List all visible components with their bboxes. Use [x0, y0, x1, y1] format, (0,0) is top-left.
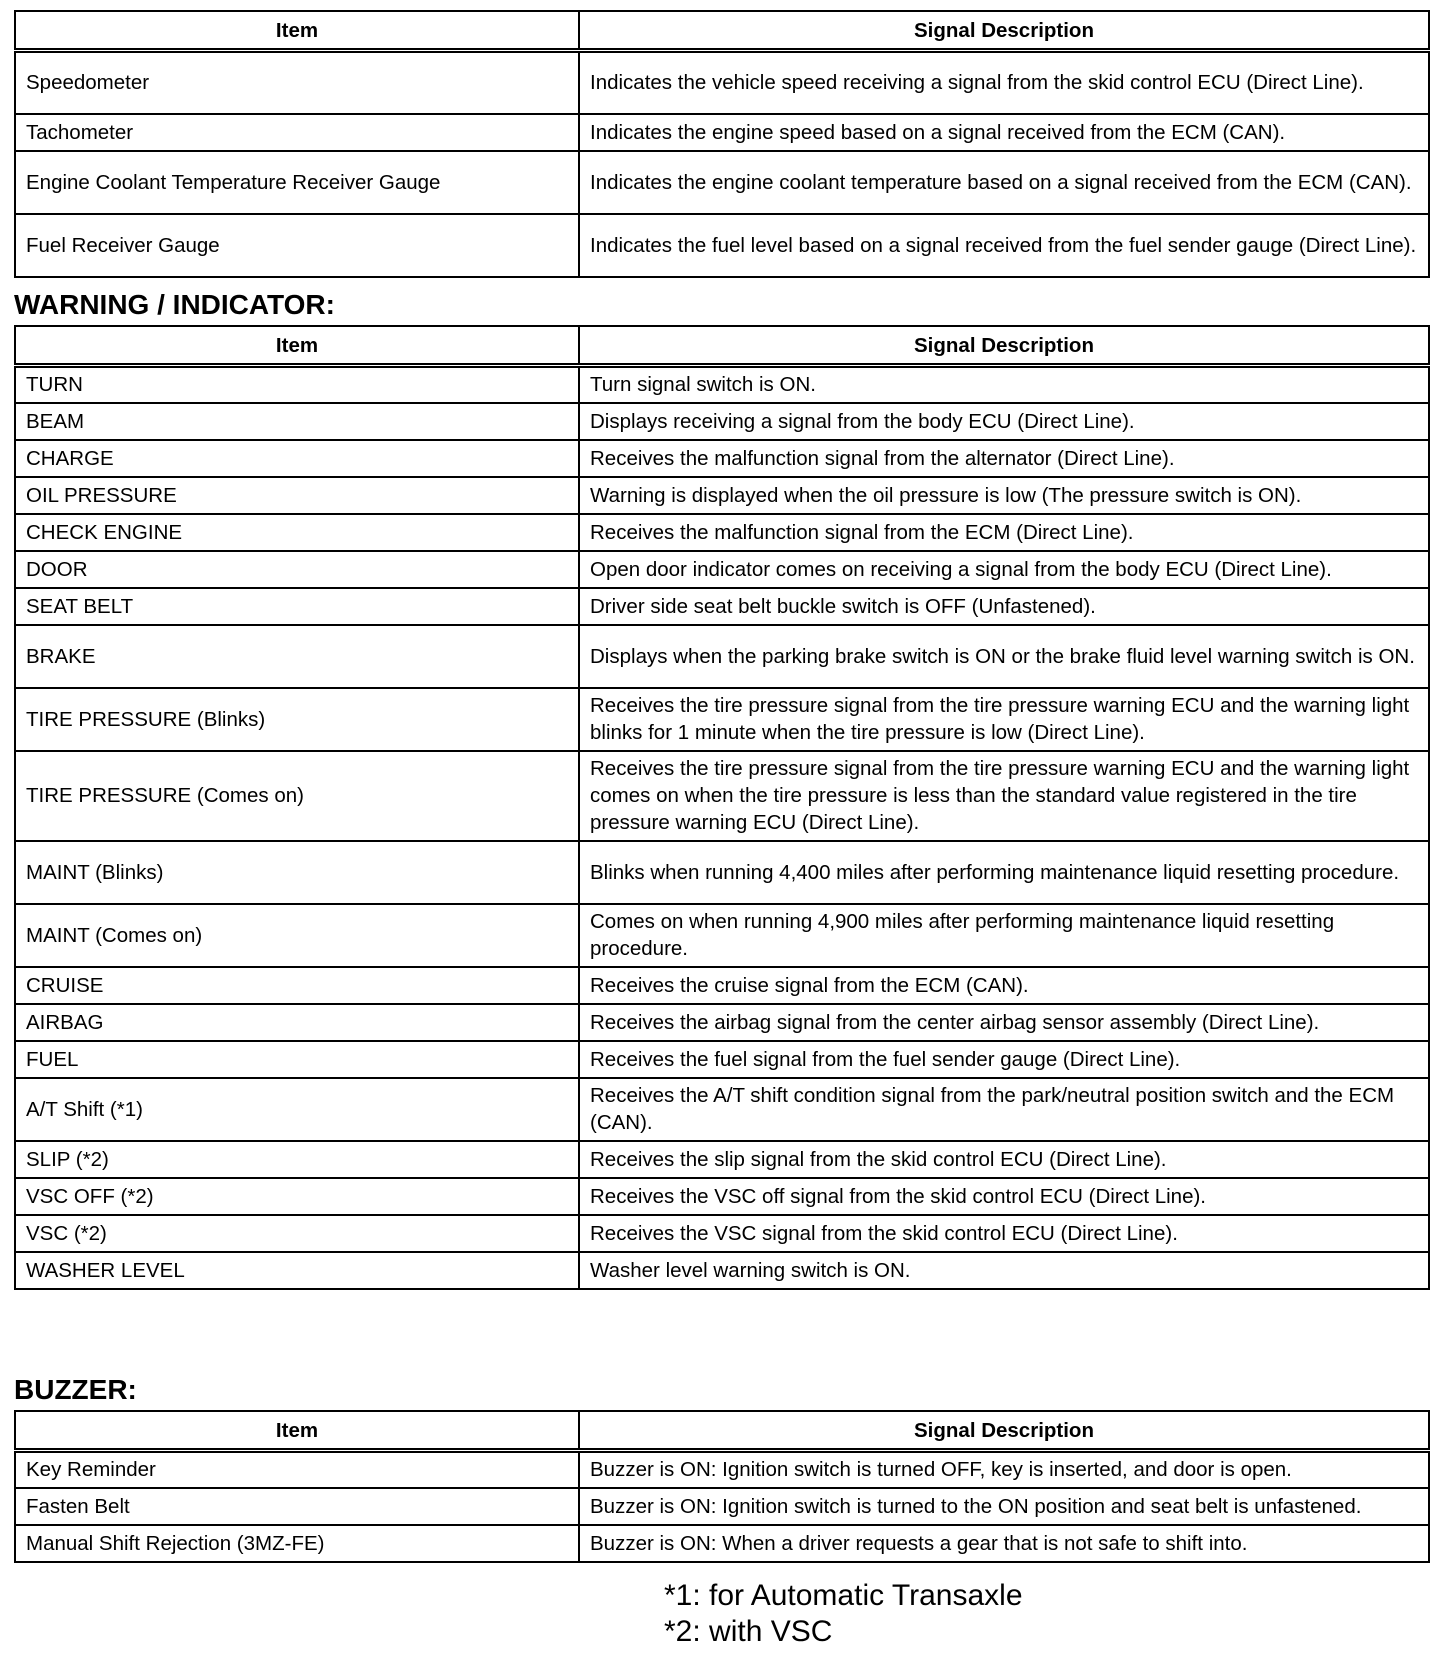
signal-cell: Indicates the fuel level based on a signal received from the fuel sender gauge (Direct Line). [579, 214, 1429, 277]
table-row [15, 1178, 1429, 1215]
item-column-header: Item [15, 326, 579, 366]
table-row [15, 1078, 1429, 1141]
table-row [15, 1525, 1429, 1562]
signal-cell: Displays when the parking brake switch is ON or the brake fluid level warning switch is ON. [579, 625, 1429, 688]
item-cell: MAINT (Comes on) [15, 904, 579, 967]
table-row [15, 1252, 1429, 1289]
signal-cell: Driver side seat belt buckle switch is OFF (Unfastened). [579, 588, 1429, 625]
signal-cell: Receives the tire pressure signal from the tire pressure warning ECU and the warning light comes on when the tire pressure is less than the standard value registered in the tire pressure warning ECU (Direct Line). [579, 751, 1429, 841]
signal-cell: Receives the VSC off signal from the skid control ECU (Direct Line). [579, 1178, 1429, 1215]
item-cell: DOOR [15, 551, 579, 588]
signal-cell: Indicates the engine coolant temperature based on a signal received from the ECM (CAN). [579, 151, 1429, 214]
item-cell: CHECK ENGINE [15, 514, 579, 551]
item-cell: TIRE PRESSURE (Comes on) [15, 751, 579, 841]
signal-cell: Warning is displayed when the oil pressure is low (The pressure switch is ON). [579, 477, 1429, 514]
buzzer-section-title: BUZZER: [14, 1374, 137, 1405]
signal-column-header: Signal Description [579, 1411, 1429, 1451]
signal-cell: Indicates the engine speed based on a signal received from the ECM (CAN). [579, 114, 1429, 151]
signal-cell: Receives the cruise signal from the ECM (CAN). [579, 967, 1429, 1004]
table-row [15, 1041, 1429, 1078]
signal-cell: Blinks when running 4,400 miles after performing maintenance liquid resetting procedure. [579, 841, 1429, 904]
signal-cell: Buzzer is ON: When a driver requests a gear that is not safe to shift into. [579, 1525, 1429, 1562]
signal-cell: Receives the A/T shift condition signal from the park/neutral position switch and the ECM (CAN). [579, 1078, 1429, 1141]
footnote-1: *1: for Automatic Transaxle [664, 1579, 1023, 1612]
signal-cell: Buzzer is ON: Ignition switch is turned to the ON position and seat belt is unfastened. [579, 1488, 1429, 1525]
item-cell: SLIP (*2) [15, 1141, 579, 1178]
item-cell: A/T Shift (*1) [15, 1078, 579, 1141]
table-row [15, 51, 1429, 114]
signal-cell: Receives the tire pressure signal from the tire pressure warning ECU and the warning light blinks for 1 minute when the tire pressure is low (Direct Line). [579, 688, 1429, 751]
item-cell: WASHER LEVEL [15, 1252, 579, 1289]
table-header-row [15, 326, 1429, 366]
item-cell: Manual Shift Rejection (3MZ-FE) [15, 1525, 579, 1562]
table-row [15, 214, 1429, 277]
table-header-row [15, 11, 1429, 51]
item-cell: CRUISE [15, 967, 579, 1004]
table-row [15, 688, 1429, 751]
signal-cell: Receives the malfunction signal from the alternator (Direct Line). [579, 440, 1429, 477]
table-row [15, 514, 1429, 551]
table-row [15, 477, 1429, 514]
item-cell: TURN [15, 366, 579, 403]
table-row [15, 967, 1429, 1004]
signal-cell: Washer level warning switch is ON. [579, 1252, 1429, 1289]
table-row [15, 1141, 1429, 1178]
item-cell: VSC (*2) [15, 1215, 579, 1252]
table-row [15, 551, 1429, 588]
item-cell: OIL PRESSURE [15, 477, 579, 514]
item-cell: Speedometer [15, 51, 579, 114]
warning-section-title: WARNING / INDICATOR: [14, 289, 335, 320]
signal-cell: Comes on when running 4,900 miles after performing maintenance liquid resetting procedure. [579, 904, 1429, 967]
footnote-2: *2: with VSC [664, 1615, 833, 1648]
table-row [15, 403, 1429, 440]
table-row [15, 151, 1429, 214]
item-cell: Engine Coolant Temperature Receiver Gauge [15, 151, 579, 214]
table-row [15, 366, 1429, 403]
item-cell: Key Reminder [15, 1451, 579, 1488]
table-row [15, 114, 1429, 151]
table-row [15, 625, 1429, 688]
table-header-row [15, 1411, 1429, 1451]
buzzer-table [14, 1410, 1430, 1563]
item-cell: Fuel Receiver Gauge [15, 214, 579, 277]
table-row [15, 904, 1429, 967]
item-cell: MAINT (Blinks) [15, 841, 579, 904]
signal-column-header: Signal Description [579, 326, 1429, 366]
item-cell: AIRBAG [15, 1004, 579, 1041]
signal-cell: Receives the malfunction signal from the ECM (Direct Line). [579, 514, 1429, 551]
gauge-table [14, 10, 1430, 278]
item-cell: BRAKE [15, 625, 579, 688]
item-cell: TIRE PRESSURE (Blinks) [15, 688, 579, 751]
item-cell: Fasten Belt [15, 1488, 579, 1525]
item-cell: Tachometer [15, 114, 579, 151]
warning-table [14, 325, 1430, 1290]
table-row [15, 588, 1429, 625]
signal-column-header: Signal Description [579, 11, 1429, 51]
signal-cell: Receives the VSC signal from the skid control ECU (Direct Line). [579, 1215, 1429, 1252]
table-row [15, 751, 1429, 841]
signal-cell: Buzzer is ON: Ignition switch is turned OFF, key is inserted, and door is open. [579, 1451, 1429, 1488]
table-row [15, 841, 1429, 904]
item-cell: CHARGE [15, 440, 579, 477]
signal-cell: Receives the airbag signal from the center airbag sensor assembly (Direct Line). [579, 1004, 1429, 1041]
signal-cell: Indicates the vehicle speed receiving a signal from the skid control ECU (Direct Line). [579, 51, 1429, 114]
signal-cell: Turn signal switch is ON. [579, 366, 1429, 403]
item-column-header: Item [15, 11, 579, 51]
signal-cell: Receives the fuel signal from the fuel sender gauge (Direct Line). [579, 1041, 1429, 1078]
item-cell: VSC OFF (*2) [15, 1178, 579, 1215]
signal-cell: Displays receiving a signal from the body ECU (Direct Line). [579, 403, 1429, 440]
item-column-header: Item [15, 1411, 579, 1451]
signal-cell: Open door indicator comes on receiving a signal from the body ECU (Direct Line). [579, 551, 1429, 588]
table-row [15, 1451, 1429, 1488]
signal-cell: Receives the slip signal from the skid control ECU (Direct Line). [579, 1141, 1429, 1178]
table-row [15, 1004, 1429, 1041]
item-cell: SEAT BELT [15, 588, 579, 625]
table-row [15, 440, 1429, 477]
item-cell: BEAM [15, 403, 579, 440]
table-row [15, 1215, 1429, 1252]
table-row [15, 1488, 1429, 1525]
item-cell: FUEL [15, 1041, 579, 1078]
